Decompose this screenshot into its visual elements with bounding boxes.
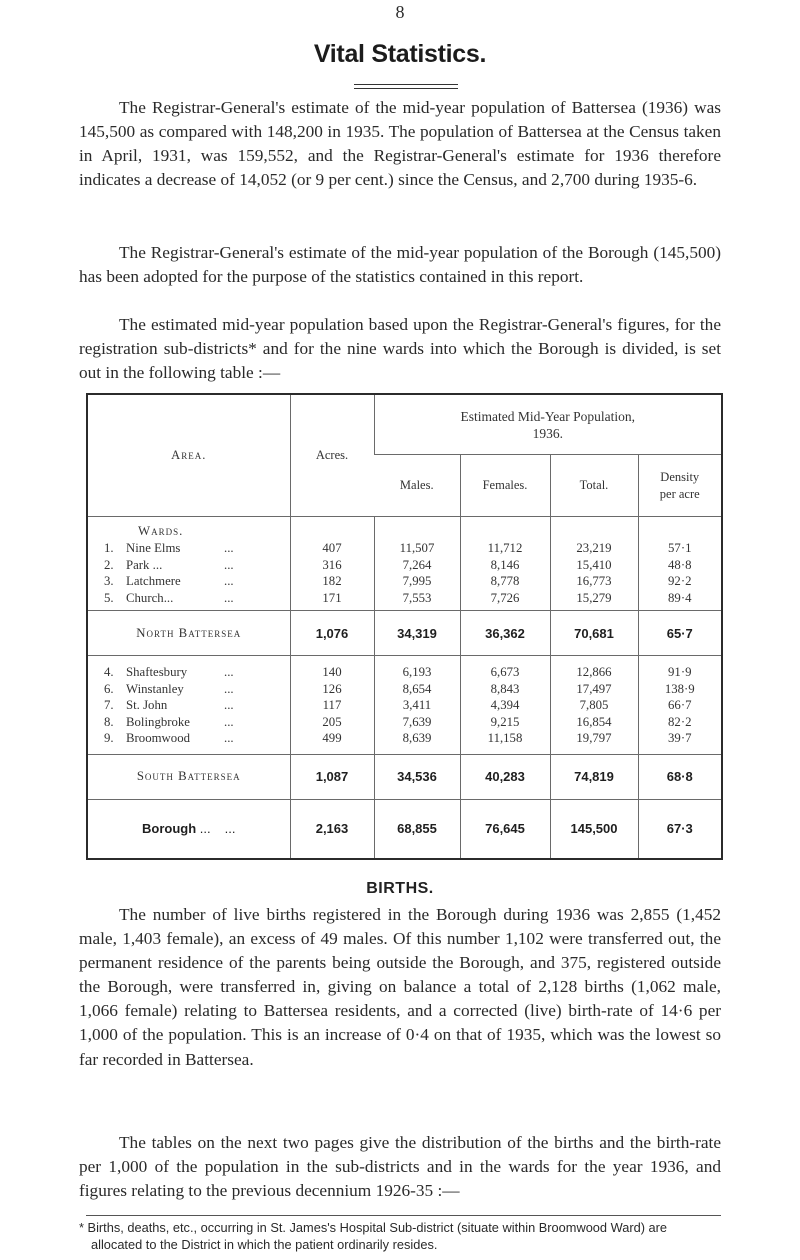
header-total: Total.: [550, 455, 638, 517]
header-area: Area.: [87, 394, 290, 517]
title-rule-bottom: [354, 88, 458, 89]
borough-total-row: Borough ... ... 2,163 68,855 76,645 145,500 67·3: [87, 799, 722, 859]
south-males: 6,193 8,654 3,411 7,639 8,639: [374, 656, 460, 755]
page-number: 8: [395, 2, 405, 22]
births-paragraph-1: The number of live births registered in the Borough during 1936 was 2,855 (1,452 male, 1,403 female), an excess of 49 males. Of this number 1,102 were transferred out, the permanent residence of the parents being outside the Borough, and 375, registered outside the Borough, were transferred in, giving on balance a total of 2,128 births (1,062 male, 1,066 female) relating to Battersea residents, and a corrected (live) birth-rate of 14·6 per 1,000 of the population. This is an increase of 0·4 on that of 1935, which was the lowest so far recorded in Battersea.: [79, 905, 721, 1069]
footnote: * Births, deaths, etc., occurring in St. James's Hospital Sub-district (situate within Broomwood Ward) are allocated to the District in which the patient ordinarily resides.: [79, 1220, 668, 1252]
births-paragraph-2: The tables on the next two pages give the distribution of the births and the birth-rate per 1,000 of the population in the sub-districts and in the wards for the year 1936, and figures relating to the previous decennium 1926-35 :—: [79, 1133, 721, 1201]
north-totals: 23,219 15,410 16,773 15,279: [550, 517, 638, 611]
north-males: 11,507 7,264 7,995 7,553: [374, 517, 460, 611]
north-ward-names: Wards. 1. Nine Elms ... 2. Park ... ... 3. Latchmere ... 5. Church... ...: [87, 517, 290, 611]
page-title: Vital Statistics.: [313, 40, 487, 68]
header-females: Females.: [460, 455, 550, 517]
south-battersea-subtotal: South Battersea 1,087 34,536 40,283 74,819 68·8: [87, 754, 722, 799]
wards-label: Wards.: [138, 524, 184, 539]
header-density: Density per acre: [638, 455, 722, 517]
south-totals: 12,866 17,497 7,805 16,854 19,797: [550, 656, 638, 755]
header-estimated-population: Estimated Mid-Year Population, 1936.: [374, 394, 722, 455]
footnote-rule: [86, 1215, 721, 1216]
south-ward-names: 4. Shaftesbury ... 6. Winstanley ... 7. St. John ... 8. Bolingbroke ... 9. Broomwood ...: [104, 665, 234, 746]
intro-paragraph-2: The Registrar-General's estimate of the mid-year population of the Borough (145,500) has been adopted for the purpose of the statistics contained in this report.: [79, 243, 721, 287]
south-acres: 140 126 117 205 499: [290, 656, 374, 755]
south-density: 91·9 138·9 66·7 82·2 39·7: [638, 656, 722, 755]
population-table: [86, 393, 723, 860]
north-density: 57·1 48·8 92·2 89·4: [638, 517, 722, 611]
title-rule-top: [354, 84, 458, 85]
north-acres: 407 316 182 171: [290, 517, 374, 611]
north-wards-block: [87, 517, 722, 611]
south-females: 6,673 8,843 4,394 9,215 11,158: [460, 656, 550, 755]
north-females: 11,712 8,146 8,778 7,726: [460, 517, 550, 611]
intro-paragraph-3: The estimated mid-year population based upon the Registrar-General's figures, for the registration sub-districts* and for the nine wards into which the Borough is divided, is set out in the following table :—: [79, 315, 721, 383]
intro-paragraph-1: The Registrar-General's estimate of the mid-year population of Battersea (1936) was 145,500 as compared with 148,200 in 1935. The population of Battersea at the Census taken in April, 1931, was 159,552, and the Registrar-General's estimate for 1936 therefore indicates a decrease of 14,052 (or 9 per cent.) since the Census, and 2,700 during 1935-6.: [79, 98, 721, 190]
births-heading: BIRTHS.: [366, 880, 434, 897]
south-wards-block: [87, 656, 722, 755]
header-males: Males.: [374, 455, 460, 517]
header-acres: Acres.: [290, 394, 374, 517]
north-battersea-subtotal: North Battersea 1,076 34,319 36,362 70,681 65·7: [87, 611, 722, 656]
